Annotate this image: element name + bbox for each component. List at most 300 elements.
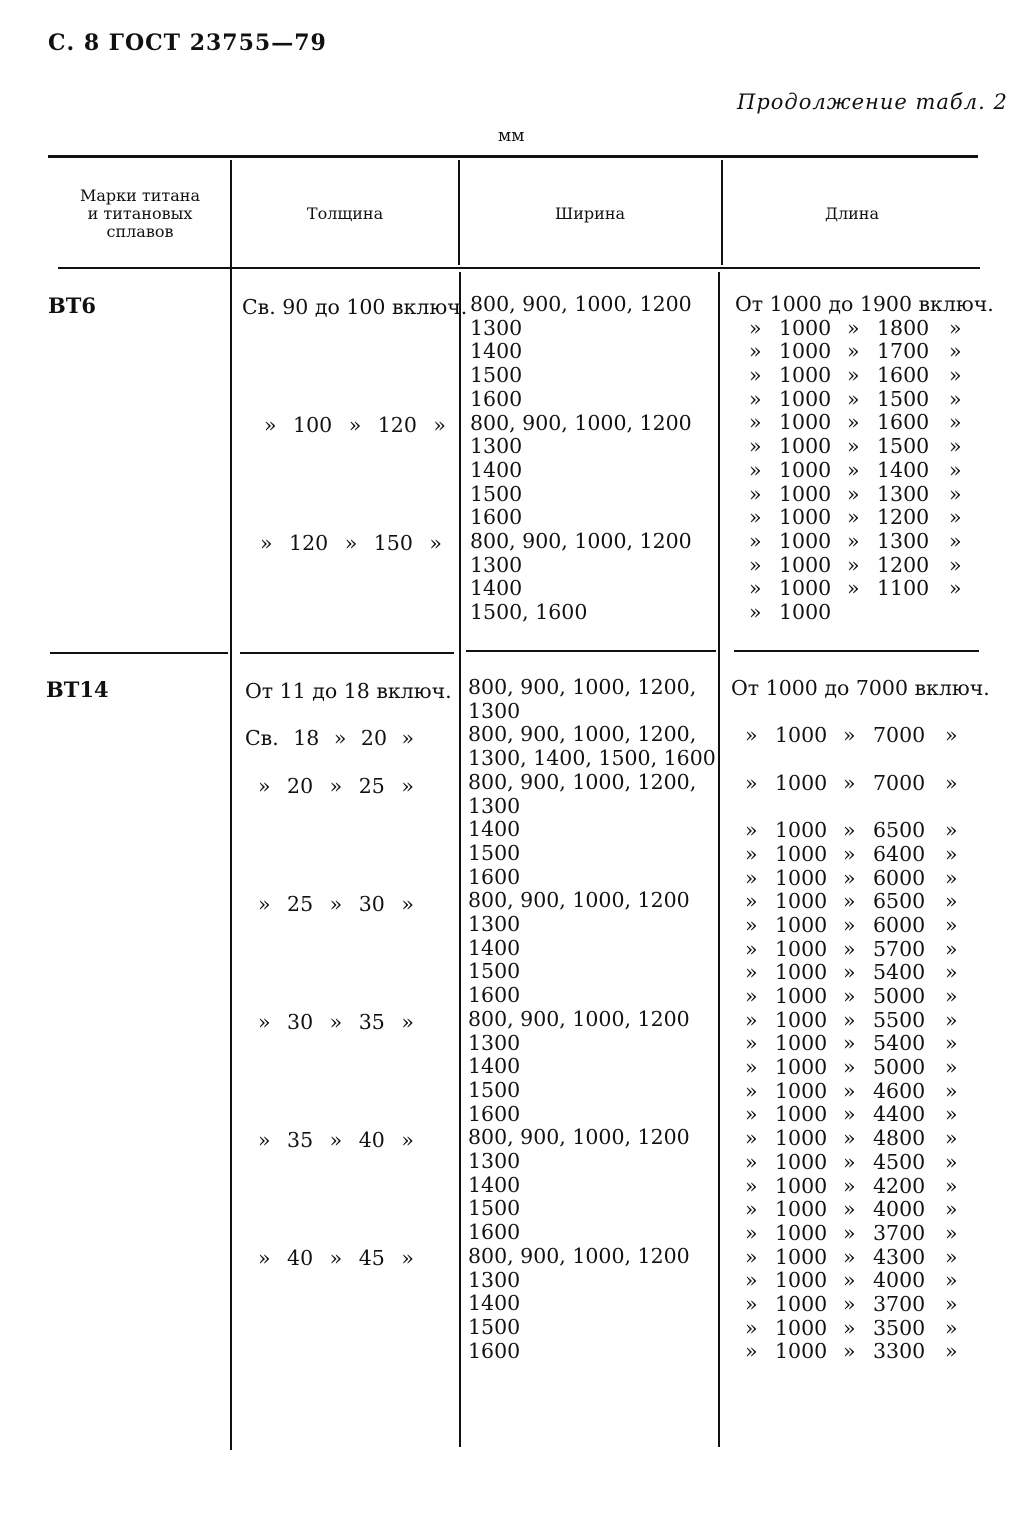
- ditto-mark: »: [949, 315, 962, 340]
- ditto-mark: »: [749, 576, 762, 601]
- ditto-mark: »: [745, 960, 758, 985]
- length-range: [731, 1293, 990, 1317]
- length-range: [735, 340, 994, 364]
- length-to: 1200: [877, 552, 930, 577]
- ditto-mark: »: [945, 960, 958, 985]
- ditto-mark: »: [847, 481, 860, 506]
- ditto-mark: »: [749, 528, 762, 553]
- length-to: 5700: [873, 936, 926, 961]
- width-value: 1400: [470, 576, 523, 601]
- width-value: 1500: [468, 959, 521, 984]
- ditto-mark: »: [847, 434, 860, 459]
- length-range: [731, 1198, 990, 1222]
- length-from: 1000: [775, 1339, 828, 1364]
- length-to: 6500: [873, 889, 926, 914]
- length-from: 1000: [775, 889, 828, 914]
- length-list: [731, 677, 990, 1364]
- length-to: 5400: [873, 960, 926, 985]
- length-range: [731, 1103, 990, 1127]
- ditto-mark: »: [949, 457, 962, 482]
- length-to: 1400: [877, 457, 930, 482]
- ditto-mark: »: [949, 481, 962, 506]
- grade-label: ВТ14: [46, 677, 109, 702]
- length-from: 1000: [779, 528, 832, 553]
- ditto-mark: »: [745, 841, 758, 866]
- width-value: 800, 900, 1000, 1200: [468, 1125, 690, 1150]
- width-value: 1300: [470, 552, 523, 577]
- length-from: 1000: [775, 1102, 828, 1127]
- length-from: 1000: [779, 386, 832, 411]
- ditto-mark: »: [745, 1102, 758, 1127]
- length-from: 1000: [779, 410, 832, 435]
- length-range: [735, 483, 994, 507]
- length-from: 1000: [775, 1078, 828, 1103]
- ditto-mark: »: [843, 912, 856, 937]
- thickness-range: » 20 » 25 »: [258, 774, 414, 798]
- ditto-mark: »: [843, 1291, 856, 1316]
- ditto-mark: »: [843, 1102, 856, 1127]
- length-range: [731, 1032, 990, 1056]
- ditto-mark: »: [749, 410, 762, 435]
- ditto-mark: »: [749, 457, 762, 482]
- ditto-mark: »: [749, 386, 762, 411]
- thickness-range: » 25 » 30 »: [258, 892, 414, 916]
- width-value: 1400: [468, 1054, 521, 1079]
- column-divider-1: [230, 160, 232, 1450]
- ditto-mark: »: [949, 528, 962, 553]
- ditto-mark: »: [745, 723, 758, 748]
- length-from: 1000: [775, 1291, 828, 1316]
- width-value: 1400: [468, 935, 521, 960]
- width-value: 800, 900, 1000, 1200: [468, 1243, 690, 1268]
- length-from: 1000: [775, 960, 828, 985]
- width-value: 1300: [468, 1267, 521, 1292]
- ditto-mark: »: [749, 505, 762, 530]
- ditto-mark: »: [749, 481, 762, 506]
- ditto-mark: »: [847, 410, 860, 435]
- width-value: 1300: [470, 434, 523, 459]
- ditto-mark: »: [749, 339, 762, 364]
- width-value: 1500: [468, 840, 521, 865]
- ditto-mark: »: [843, 723, 856, 748]
- ditto-mark: »: [843, 1055, 856, 1080]
- length-from: 1000: [775, 1220, 828, 1245]
- ditto-mark: »: [847, 315, 860, 340]
- ditto-mark: »: [847, 528, 860, 553]
- length-from: 1000: [775, 841, 828, 866]
- length-range: [735, 317, 994, 341]
- length-from: 1000: [775, 1197, 828, 1222]
- length-range: [735, 554, 994, 578]
- width-value: 1400: [470, 457, 523, 482]
- ditto-mark: »: [945, 723, 958, 748]
- width-value: 1500: [468, 1196, 521, 1221]
- ditto-mark: »: [745, 1291, 758, 1316]
- length-to: 1300: [877, 528, 930, 553]
- grade-label: ВТ6: [48, 293, 96, 318]
- ditto-mark: »: [945, 1173, 958, 1198]
- ditto-mark: »: [843, 841, 856, 866]
- width-value: 1300: [468, 912, 521, 937]
- length-to: 1300: [877, 481, 930, 506]
- ditto-mark: »: [843, 1149, 856, 1174]
- length-from: 1000: [775, 1126, 828, 1151]
- ditto-mark: »: [745, 818, 758, 843]
- column-divider-2: [458, 160, 460, 265]
- ditto-mark: »: [945, 1149, 958, 1174]
- section-divider-length: [734, 650, 979, 652]
- length-to: 7000: [873, 770, 926, 795]
- ditto-mark: »: [843, 1031, 856, 1056]
- length-to: 1200: [877, 505, 930, 530]
- length-range: [731, 914, 990, 938]
- length-from: 1000: [775, 1244, 828, 1269]
- width-value: 800, 900, 1000, 1200: [468, 888, 690, 913]
- length-list: [735, 293, 994, 625]
- ditto-mark: »: [745, 1031, 758, 1056]
- length-to: 3700: [873, 1291, 926, 1316]
- thickness-range: » 120 » 150 »: [260, 531, 442, 555]
- ditto-mark: »: [949, 434, 962, 459]
- length-range: [731, 1246, 990, 1270]
- ditto-mark: »: [949, 363, 962, 388]
- column-divider-3: [721, 160, 723, 265]
- ditto-mark: »: [749, 552, 762, 577]
- width-value: 800, 900, 1000, 1200: [468, 1006, 690, 1031]
- length-range: [731, 1056, 990, 1080]
- length-to: 4400: [873, 1102, 926, 1127]
- length-to: 1600: [877, 410, 930, 435]
- ditto-mark: »: [843, 984, 856, 1008]
- width-value: 800, 900, 1000, 1200: [470, 529, 692, 554]
- length-to: 6500: [873, 818, 926, 843]
- width-value: 1500: [470, 481, 523, 506]
- length-range: [731, 938, 990, 962]
- length-to: 3500: [873, 1315, 926, 1340]
- length-from: 1000: [779, 315, 832, 340]
- ditto-mark: »: [745, 1268, 758, 1293]
- length-from: 1000: [775, 770, 828, 795]
- length-to: 1100: [877, 576, 930, 601]
- length-to: 3700: [873, 1220, 926, 1245]
- length-to: 4200: [873, 1173, 926, 1198]
- header-bottom-rule: [58, 267, 980, 269]
- ditto-mark: »: [949, 505, 962, 530]
- header-length: Длина: [824, 204, 880, 223]
- ditto-mark: »: [945, 1220, 958, 1245]
- ditto-mark: »: [745, 1078, 758, 1103]
- length-to: 5000: [873, 1055, 926, 1080]
- length-from: 1000: [779, 339, 832, 364]
- ditto-mark: »: [847, 552, 860, 577]
- length-range: [735, 411, 994, 435]
- thickness-range: Св. 90 до 100 включ.: [242, 295, 468, 319]
- length-to: 3300: [873, 1339, 926, 1364]
- length-from: 1000: [775, 1315, 828, 1340]
- length-range: [735, 435, 994, 459]
- ditto-mark: »: [843, 770, 856, 795]
- length-range: [731, 819, 990, 843]
- thickness-range: » 100 » 120 »: [264, 413, 446, 437]
- length-to: 7000: [873, 723, 926, 748]
- length-from: 1000: [775, 936, 828, 961]
- ditto-mark: »: [945, 770, 958, 795]
- width-value: 1600: [468, 1338, 521, 1363]
- column-divider-3-body: [718, 272, 720, 1447]
- width-value: 1500: [470, 363, 523, 388]
- ditto-mark: »: [847, 576, 860, 601]
- length-from: 1000: [775, 1055, 828, 1080]
- length-to: 4600: [873, 1078, 926, 1103]
- length-from: 1000: [775, 1007, 828, 1032]
- width-value: 1400: [470, 339, 523, 364]
- width-value: 1300: [468, 793, 521, 818]
- width-value: 1600: [468, 1220, 521, 1245]
- width-list: [470, 293, 692, 625]
- length-range: [731, 1151, 990, 1175]
- ditto-mark: »: [843, 1339, 856, 1364]
- ditto-mark: »: [843, 1078, 856, 1103]
- ditto-mark: »: [749, 434, 762, 459]
- length-range: [735, 388, 994, 412]
- ditto-mark: »: [945, 841, 958, 866]
- ditto-mark: »: [945, 912, 958, 937]
- length-to: 4500: [873, 1149, 926, 1174]
- width-value: 1500: [468, 1077, 521, 1102]
- length-range: [731, 724, 990, 748]
- unit-label: мм: [498, 126, 525, 146]
- length-to: 1800: [877, 315, 930, 340]
- width-value: 1300, 1400, 1500, 1600: [468, 746, 716, 771]
- ditto-mark: »: [949, 552, 962, 577]
- length-to: 5400: [873, 1031, 926, 1056]
- ditto-mark: »: [945, 1268, 958, 1293]
- width-value: 1600: [468, 1101, 521, 1126]
- length-range: От 1000 до 1900 включ.: [735, 292, 994, 316]
- length-range: [731, 1340, 990, 1364]
- length-from: 1000: [779, 363, 832, 388]
- length-range: От 1000 до 7000 включ.: [731, 676, 990, 700]
- ditto-mark: »: [945, 936, 958, 961]
- thickness-range: От 11 до 18 включ.: [245, 679, 452, 703]
- ditto-mark: »: [749, 315, 762, 340]
- length-range: [731, 843, 990, 867]
- length-range: [731, 772, 990, 796]
- length-to: 4300: [873, 1244, 926, 1269]
- ditto-mark: »: [843, 1220, 856, 1245]
- ditto-mark: »: [843, 1173, 856, 1198]
- length-from: 1000: [775, 912, 828, 937]
- ditto-mark: »: [745, 1173, 758, 1198]
- ditto-mark: »: [745, 1197, 758, 1222]
- length-from: 1000: [779, 481, 832, 506]
- ditto-mark: »: [745, 1126, 758, 1151]
- ditto-mark: »: [843, 1244, 856, 1269]
- column-divider-2-body: [459, 272, 461, 1447]
- ditto-mark: »: [945, 1126, 958, 1151]
- width-value: 800, 900, 1000, 1200,: [468, 769, 697, 794]
- ditto-mark: »: [843, 865, 856, 890]
- length-to: 1600: [877, 363, 930, 388]
- width-list: [468, 676, 716, 1363]
- length-from: 1000: [775, 1031, 828, 1056]
- ditto-mark: »: [949, 410, 962, 435]
- length-from: 1000: [779, 434, 832, 459]
- length-to: 5500: [873, 1007, 926, 1032]
- ditto-mark: »: [945, 1078, 958, 1103]
- ditto-mark: »: [745, 1244, 758, 1269]
- ditto-mark: »: [847, 339, 860, 364]
- ditto-mark: »: [847, 457, 860, 482]
- length-to: 1500: [877, 434, 930, 459]
- ditto-mark: »: [843, 1007, 856, 1032]
- length-range: [735, 506, 994, 530]
- ditto-mark: »: [945, 1315, 958, 1340]
- length-from: 1000: [775, 723, 828, 748]
- ditto-mark: »: [843, 889, 856, 914]
- header-width: Ширина: [554, 204, 626, 223]
- width-value: 1500, 1600: [470, 600, 588, 625]
- length-range: [731, 1317, 990, 1341]
- ditto-mark: »: [745, 865, 758, 890]
- ditto-mark: »: [745, 1220, 758, 1245]
- width-value: 1300: [468, 1030, 521, 1055]
- ditto-mark: »: [945, 1102, 958, 1127]
- ditto-mark: »: [745, 889, 758, 914]
- ditto-mark: »: [945, 1007, 958, 1032]
- length-from: 1000: [775, 818, 828, 843]
- ditto-mark: »: [843, 1315, 856, 1340]
- table-top-rule: [48, 155, 978, 158]
- page-header: С. 8 ГОСТ 23755—79: [48, 30, 327, 56]
- header-grade: Марки титана и титановых сплавов: [79, 186, 201, 241]
- width-value: 1400: [468, 1172, 521, 1197]
- ditto-mark: »: [843, 1197, 856, 1222]
- length-from: 1000: [775, 1268, 828, 1293]
- ditto-mark: »: [843, 936, 856, 961]
- length-range: [731, 1009, 990, 1033]
- ditto-mark: »: [847, 386, 860, 411]
- length-from: 1000: [779, 576, 832, 601]
- ditto-mark: »: [745, 1339, 758, 1364]
- section-divider-grade: [50, 652, 228, 654]
- ditto-mark: »: [945, 818, 958, 843]
- length-from: 1000: [775, 865, 828, 890]
- ditto-mark: »: [843, 1268, 856, 1293]
- ditto-mark: »: [945, 1031, 958, 1056]
- ditto-mark: »: [745, 1315, 758, 1340]
- ditto-mark: »: [949, 576, 962, 601]
- thickness-range: » 35 » 40 »: [258, 1128, 414, 1152]
- ditto-mark: »: [847, 505, 860, 530]
- length-range: [735, 601, 994, 625]
- length-range: [731, 961, 990, 985]
- width-value: 1500: [468, 1314, 521, 1339]
- length-range: [731, 867, 990, 891]
- ditto-mark: »: [745, 1007, 758, 1032]
- length-to: 1700: [877, 339, 930, 364]
- width-value: 1600: [468, 864, 521, 889]
- table-continuation-label: Продолжение табл. 2: [737, 90, 1008, 114]
- length-range: [735, 577, 994, 601]
- length-range: [731, 1127, 990, 1151]
- length-range: [731, 1080, 990, 1104]
- length-from: 1000: [779, 599, 832, 624]
- ditto-mark: »: [945, 1291, 958, 1316]
- thickness-range: » 30 » 35 »: [258, 1010, 414, 1034]
- width-value: 800, 900, 1000, 1200,: [468, 722, 697, 747]
- length-to: 6000: [873, 865, 926, 890]
- header-thickness: Толщина: [306, 204, 384, 223]
- width-value: 1300: [468, 698, 521, 723]
- width-value: 1400: [468, 817, 521, 842]
- ditto-mark: »: [843, 1126, 856, 1151]
- length-from: 1000: [775, 1173, 828, 1198]
- width-value: 800, 900, 1000, 1200,: [468, 675, 697, 699]
- length-range: [735, 530, 994, 554]
- ditto-mark: »: [945, 1339, 958, 1364]
- section-divider-thickness: [240, 652, 454, 654]
- length-from: 1000: [779, 457, 832, 482]
- length-range: [731, 1175, 990, 1199]
- length-to: 4000: [873, 1197, 926, 1222]
- length-to: 4000: [873, 1268, 926, 1293]
- ditto-mark: »: [745, 770, 758, 795]
- length-from: 1000: [775, 984, 828, 1008]
- thickness-range: » 40 » 45 »: [258, 1246, 414, 1270]
- width-value: 1300: [468, 1149, 521, 1174]
- ditto-mark: »: [945, 1055, 958, 1080]
- length-to: 1500: [877, 386, 930, 411]
- width-value: 1400: [468, 1291, 521, 1316]
- ditto-mark: »: [945, 984, 958, 1008]
- ditto-mark: »: [745, 1149, 758, 1174]
- length-from: 1000: [775, 1149, 828, 1174]
- length-range: [731, 890, 990, 914]
- ditto-mark: »: [745, 936, 758, 961]
- ditto-mark: »: [745, 1055, 758, 1080]
- length-range: [735, 459, 994, 483]
- length-to: 6400: [873, 841, 926, 866]
- ditto-mark: »: [945, 1244, 958, 1269]
- width-value: 1600: [468, 983, 521, 1008]
- length-from: 1000: [779, 552, 832, 577]
- length-to: 6000: [873, 912, 926, 937]
- ditto-mark: »: [749, 599, 762, 624]
- width-value: 1600: [470, 386, 523, 411]
- ditto-mark: »: [843, 960, 856, 985]
- length-range: [731, 1222, 990, 1246]
- ditto-mark: »: [945, 865, 958, 890]
- length-from: 1000: [779, 505, 832, 530]
- width-value: 800, 900, 1000, 1200: [470, 410, 692, 435]
- length-range: [731, 985, 990, 1009]
- ditto-mark: »: [847, 363, 860, 388]
- length-range: [735, 364, 994, 388]
- ditto-mark: »: [949, 386, 962, 411]
- ditto-mark: »: [945, 889, 958, 914]
- ditto-mark: »: [945, 1197, 958, 1222]
- ditto-mark: »: [745, 984, 758, 1008]
- width-value: 800, 900, 1000, 1200: [470, 292, 692, 316]
- section-divider-width: [466, 650, 716, 652]
- ditto-mark: »: [749, 363, 762, 388]
- ditto-mark: »: [745, 912, 758, 937]
- length-to: 4800: [873, 1126, 926, 1151]
- thickness-range: Св. 18 » 20 »: [245, 726, 415, 750]
- width-value: 1600: [470, 505, 523, 530]
- ditto-mark: »: [843, 818, 856, 843]
